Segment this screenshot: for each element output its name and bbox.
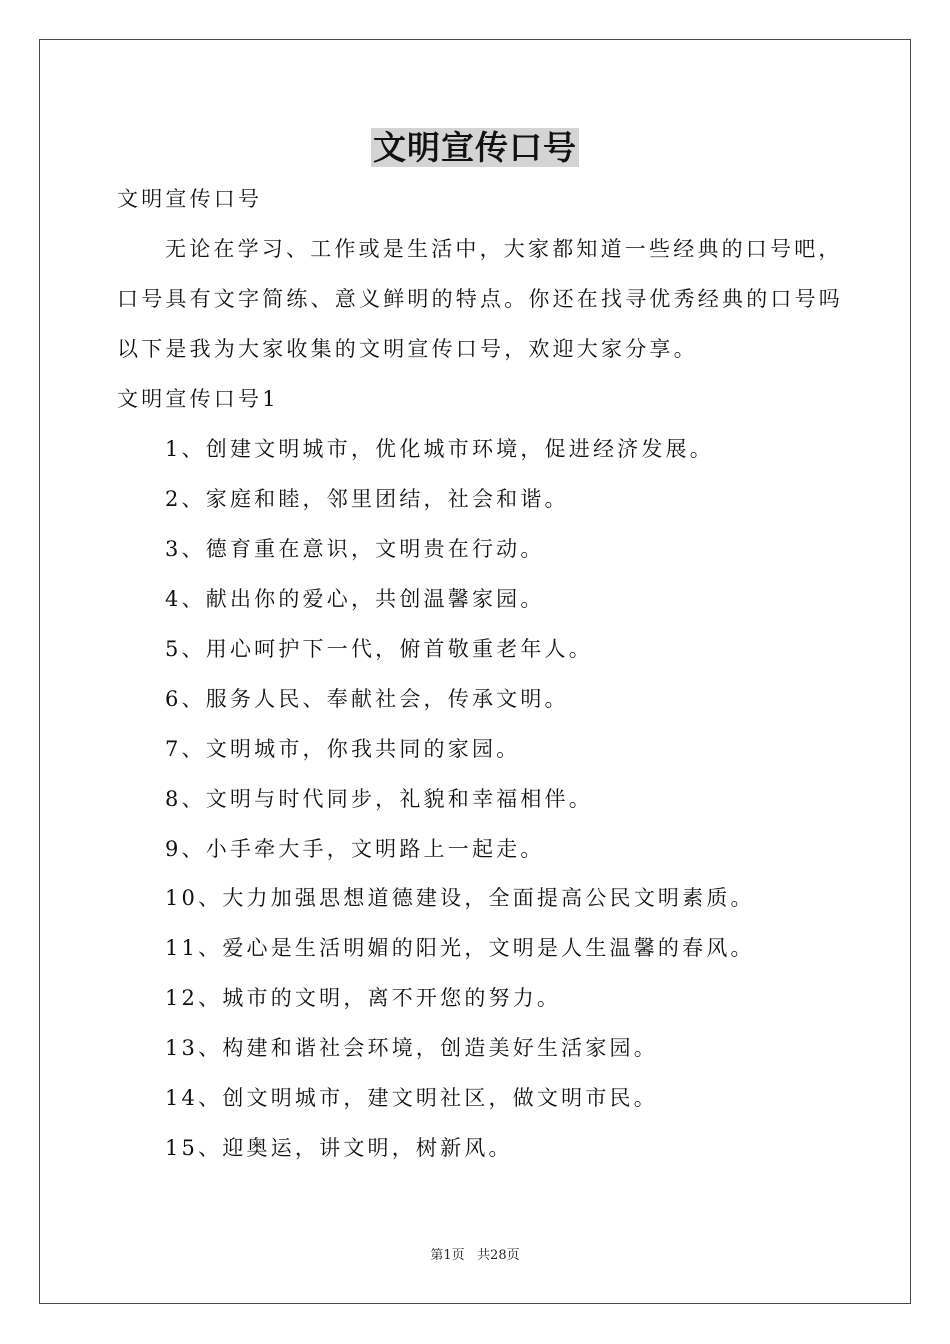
slogan-item: 9、小手牵大手，文明路上一起走。 <box>165 837 545 861</box>
slogan-item: 7、文明城市，你我共同的家园。 <box>165 737 521 761</box>
slogan-item: 10、大力加强思想道德建设，全面提高公民文明素质。 <box>165 886 755 910</box>
slogan-item: 12、城市的文明，离不开您的努力。 <box>165 986 562 1010</box>
slogan-item: 14、创文明城市，建文明社区，做文明市民。 <box>165 1086 658 1110</box>
slogan-item: 11、爱心是生活明媚的阳光，文明是人生温馨的春风。 <box>165 936 755 960</box>
slogan-item: 6、服务人民、奉献社会，传承文明。 <box>165 687 569 711</box>
document-title-text: 文明宣传口号 <box>373 128 577 167</box>
slogan-item: 4、献出你的爱心，共创温馨家园。 <box>165 587 545 611</box>
intro-line: 口号具有文字简练、意义鲜明的特点。你还在找寻优秀经典的口号吗 <box>117 287 843 311</box>
document-subtitle: 文明宣传口号 <box>117 187 263 211</box>
page-border <box>39 39 911 1304</box>
intro-line: 无论在学习、工作或是生活中，大家都知道一些经典的口号吧， <box>165 237 843 261</box>
slogan-item: 8、文明与时代同步，礼貌和幸福相伴。 <box>165 787 593 811</box>
section-heading: 文明宣传口号1 <box>117 387 279 411</box>
document-title <box>0 126 950 170</box>
slogan-item: 5、用心呵护下一代，俯首敬重老年人。 <box>165 637 593 661</box>
slogan-item: 2、家庭和睦，邻里团结，社会和谐。 <box>165 487 569 511</box>
slogan-item: 1、创建文明城市，优化城市环境，促进经济发展。 <box>165 437 714 461</box>
slogan-item: 3、德育重在意识，文明贵在行动。 <box>165 537 545 561</box>
page-number-footer: 第1页 共28页 <box>430 1248 520 1263</box>
intro-line: 以下是我为大家收集的文明宣传口号，欢迎大家分享。 <box>117 337 698 361</box>
slogan-item: 13、构建和谐社会环境，创造美好生活家园。 <box>165 1036 658 1060</box>
slogan-item: 15、迎奥运，讲文明，树新风。 <box>165 1136 513 1160</box>
